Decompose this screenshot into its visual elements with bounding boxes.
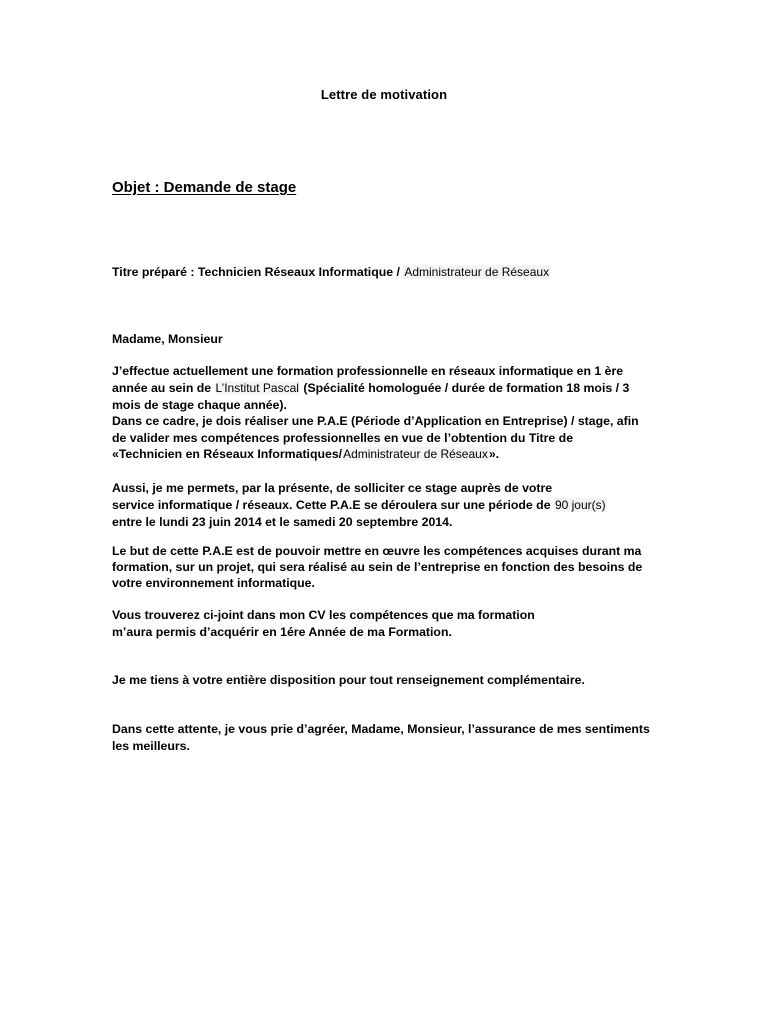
p1-line2-highlight: L’Institut Pascal [215,381,299,395]
p1-line4: Dans ce cadre, je dois réaliser une P.A.E (Période d’Application en Entreprise) / stage, afin [112,414,639,428]
p1-line6-prefix: «Technicien en Réseaux Informatiques/ [112,447,343,461]
letter-object: Objet : Demande de stage [112,179,297,196]
p1-line2 [112,380,629,396]
p6-line2: les meilleurs. [112,739,190,753]
p2-line3: entre le lundi 23 juin 2014 et le samedi 20 septembre 2014. [112,515,453,529]
p1-line2-prefix: année au sein de [112,381,212,395]
p3-line3: votre environnement informatique. [112,576,315,590]
titre-prefix: Titre préparé : Technicien Réseaux Informatique / [112,265,400,279]
p2-line2-highlight: 90 jour(s) [554,498,606,512]
p2-line1: Aussi, je me permets, par la présente, de solliciter ce stage auprès de votre [112,481,553,495]
p3-line2: formation, sur un projet, qui sera réalisé au sein de l’entreprise en fonction des besoins de [112,560,643,574]
p1-line1: J’effectue actuellement une formation professionnelle en réseaux informatique en 1 ère [112,364,624,378]
p1-line3: mois de stage chaque année). [112,398,287,412]
p1-line6-suffix: ». [488,447,500,461]
titre-highlight: Administrateur de Réseaux [404,265,550,279]
p1-line6 [112,446,499,462]
p5-line: Je me tiens à votre entière disposition pour tout renseignement complémentaire. [112,673,585,687]
letter-title: Lettre de motivation [320,87,448,102]
p3-line1: Le but de cette P.A.E est de pouvoir mettre en œuvre les compétences acquises durant ma [112,544,642,558]
p1-line2-suffix: (Spécialité homologuée / durée de formation 18 mois / 3 [303,381,630,395]
p1-line5: de valider mes compétences professionnelles en vue de l’obtention du Titre de [112,431,574,445]
p6-line1: Dans cette attente, je vous prie d’agréer, Madame, Monsieur, l’assurance de mes sentiments [112,722,650,736]
salutation: Madame, Monsieur [112,332,223,346]
p1-line6-highlight: Administrateur de Réseaux [343,447,488,461]
p4-line1: Vous trouverez ci-joint dans mon CV les compétences que ma formation [112,608,535,622]
p2-line2 [112,497,607,513]
p2-line2-prefix: service informatique / réseaux. Cette P.A.E se déroulera sur une période de [112,498,551,512]
p4-line2: m’aura permis d’acquérir en 1ére Année de ma Formation. [112,625,452,639]
titre-line [112,264,550,280]
